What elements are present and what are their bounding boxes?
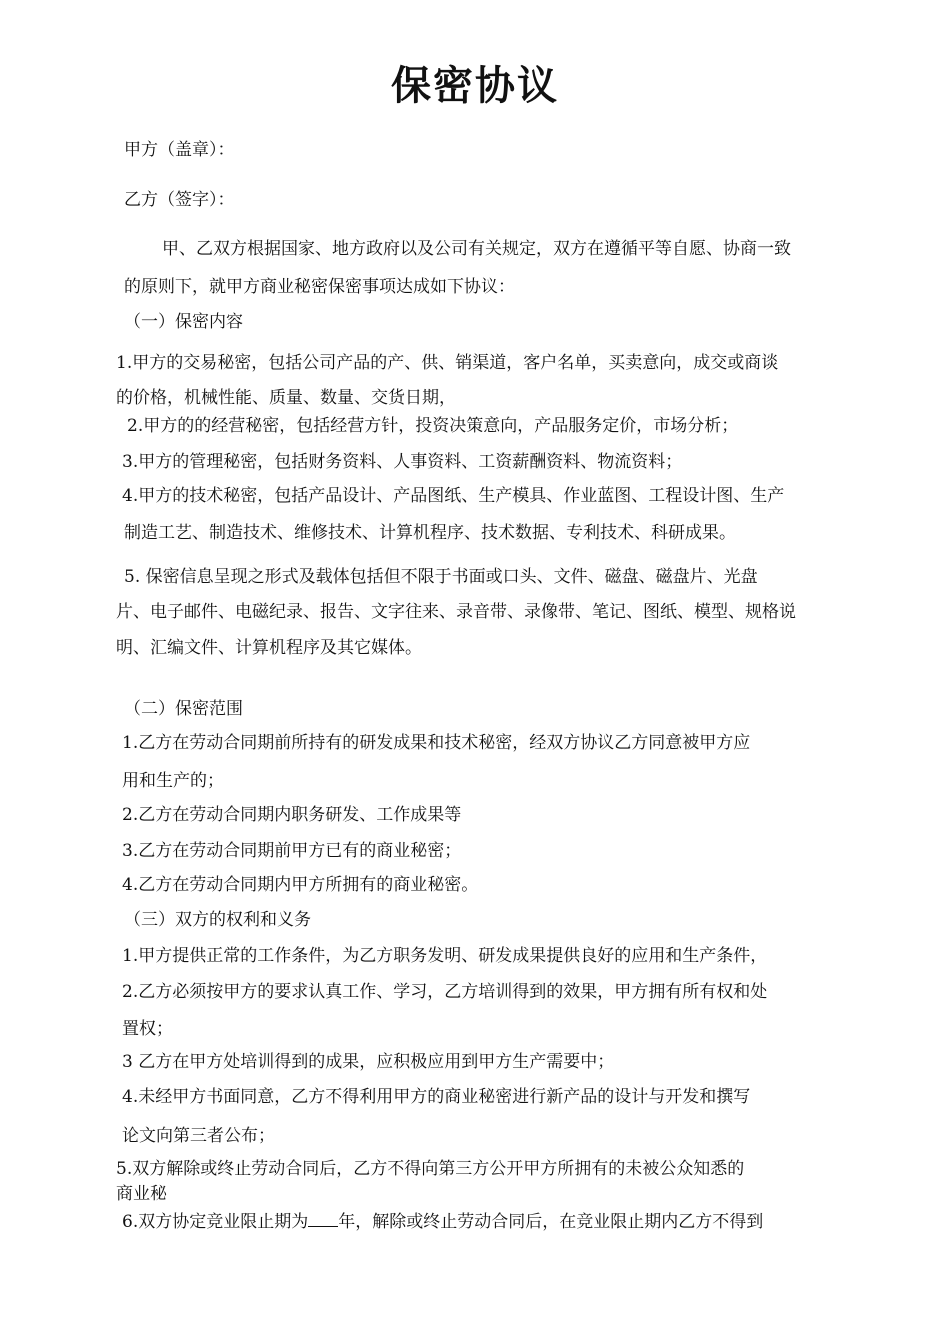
s1-item-5c: 明、汇编文件、计算机程序及其它媒体。	[116, 638, 422, 658]
s3-item-2b: 置权；	[122, 1019, 173, 1039]
document-title: 保密协议	[391, 63, 559, 109]
s3-item-6-suffix: 年，解除或终止劳动合同后，在竞业限止期内乙方不得到	[338, 1212, 764, 1232]
section-3-heading: （三）双方的权利和义务	[124, 910, 311, 930]
intro-line-1: 甲、乙双方根据国家、地方政府以及公司有关规定，双方在遵循平等自愿、协商一致	[162, 239, 791, 259]
s1-item-1b: 的价格，机械性能、质量、数量、交货日期，	[116, 388, 456, 408]
s3-item-4a: 4.未经甲方书面同意，乙方不得利用甲方的商业秘密进行新产品的设计与开发和撰写	[122, 1087, 751, 1107]
s3-item-2a: 2.乙方必须按甲方的要求认真工作、学习，乙方培训得到的效果，甲方拥有所有权和处	[122, 982, 768, 1002]
s3-item-1: 1.甲方提供正常的工作条件，为乙方职务发明、研发成果提供良好的应用和生产条件，	[122, 946, 768, 966]
s2-item-4: 4.乙方在劳动合同期内甲方所拥有的商业秘密。	[122, 875, 479, 895]
s2-item-1a: 1.乙方在劳动合同期前所持有的研发成果和技术秘密，经双方协议乙方同意被甲方应	[122, 733, 751, 753]
s2-item-3: 3.乙方在劳动合同期前甲方已有的商业秘密；	[122, 841, 462, 861]
s1-item-4a: 4.甲方的技术秘密，包括产品设计、产品图纸、生产模具、作业蓝图、工程设计图、生产	[122, 486, 785, 506]
section-1-heading: （一）保密内容	[124, 312, 243, 332]
s3-item-6-prefix: 6.双方协定竞业限止期为	[122, 1212, 309, 1232]
party-a-line: 甲方（盖章）：	[124, 140, 235, 160]
intro-line-2: 的原则下，就甲方商业秘密保密事项达成如下协议：	[124, 277, 515, 297]
s3-item-5a: 5.双方解除或终止劳动合同后，乙方不得向第三方公开甲方所拥有的未被公众知悉的	[116, 1159, 745, 1179]
s1-item-4b: 制造工艺、制造技术、维修技术、计算机程序、技术数据、专利技术、科研成果。	[124, 523, 736, 543]
s2-item-2: 2.乙方在劳动合同期内职务研发、工作成果等	[122, 805, 462, 825]
s1-item-5b: 片、电子邮件、电磁纪录、报告、文字往来、录音带、录像带、笔记、图纸、模型、规格说	[116, 602, 796, 622]
s3-item-6	[122, 1208, 763, 1234]
fill-in-blank	[308, 1208, 338, 1227]
section-2-heading: （二）保密范围	[124, 699, 243, 719]
s1-item-3: 3.甲方的管理秘密，包括财务资料、人事资料、工资薪酬资料、物流资料；	[122, 452, 683, 472]
s3-item-5b: 商业秘	[116, 1184, 167, 1204]
s1-item-2: 2.甲方的的经营秘密，包括经营方针，投资决策意向，产品服务定价，市场分析；	[127, 416, 739, 436]
s3-item-3: 3 乙方在甲方处培训得到的成果，应积极应用到甲方生产需要中；	[122, 1052, 615, 1072]
s3-item-4b: 论文向第三者公布；	[122, 1126, 275, 1146]
party-b-line: 乙方（签字）：	[124, 190, 235, 210]
s2-item-1b: 用和生产的；	[122, 771, 224, 791]
s1-item-1a: 1.甲方的交易秘密，包括公司产品的产、供、销渠道，客户名单，买卖意向，成交或商谈	[116, 353, 779, 373]
s1-item-5a: 5. 保密信息呈现之形式及载体包括但不限于书面或口头、文件、磁盘、磁盘片、光盘	[124, 567, 758, 587]
